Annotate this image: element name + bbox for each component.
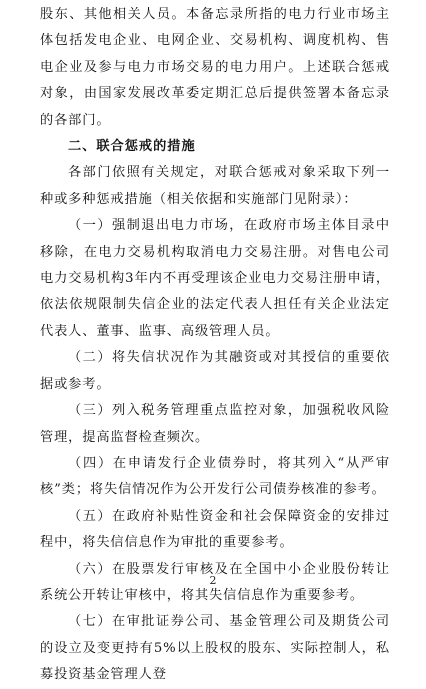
measure-item-4: （四）在申请发行企业债券时，将其列入“从严审核”类；将失信情况作为公开发行公司债券核准的参考。: [40, 455, 390, 498]
paragraph-intro: 各部门依照有关规定，对联合惩戒对象采取下列一种或多种惩戒措施（相关依据和实施部门见附录）：: [40, 165, 390, 207]
measure-item-5: （五）在政府补贴性资金和社会保障资金的安排过程中，将失信信息作为审批的重要参考。: [40, 508, 390, 551]
measure-item-2: （二）将失信状况作为其融资或对其授信的重要依据或参考。: [40, 350, 390, 392]
measure-item-1: （一）强制退出电力市场，在政府市场主体目录中移除，在电力交易机构取消电力交易注册。对售电公司电力交易机构3年内不再受理该企业电力交易注册申请，依法依规限制失信企业的法定代表人担任有关企业法定代表人、董事、监事、高级管理人员。: [40, 218, 390, 339]
measure-item-3: （三）列入税务管理重点监控对象，加强税收风险管理，提高监督检查频次。: [40, 403, 390, 445]
measure-item-7: （七）在审批证券公司、基金管理公司及期货公司的设立及变更持有5%以上股权的股东、实际控制人，私募投资基金管理人登: [40, 614, 390, 683]
page-number: 2: [209, 574, 217, 587]
paragraph-continuation: 股东、其他相关人员。本备忘录所指的电力行业市场主体包括发电企业、电网企业、交易机构、调度机构、售电企业及参与电力市场交易的电力用户。上述联合惩戒对象，由国家发展改革委定期汇总后提供签署本备忘录的各部门。: [40, 7, 390, 128]
section-heading: 二、联合惩戒的措施: [68, 139, 196, 155]
measure-item-6: （六）在股票发行审核及在全国中小企业股份转让系统公开转让审核中，将其失信信息作为重要参考。: [40, 561, 390, 603]
